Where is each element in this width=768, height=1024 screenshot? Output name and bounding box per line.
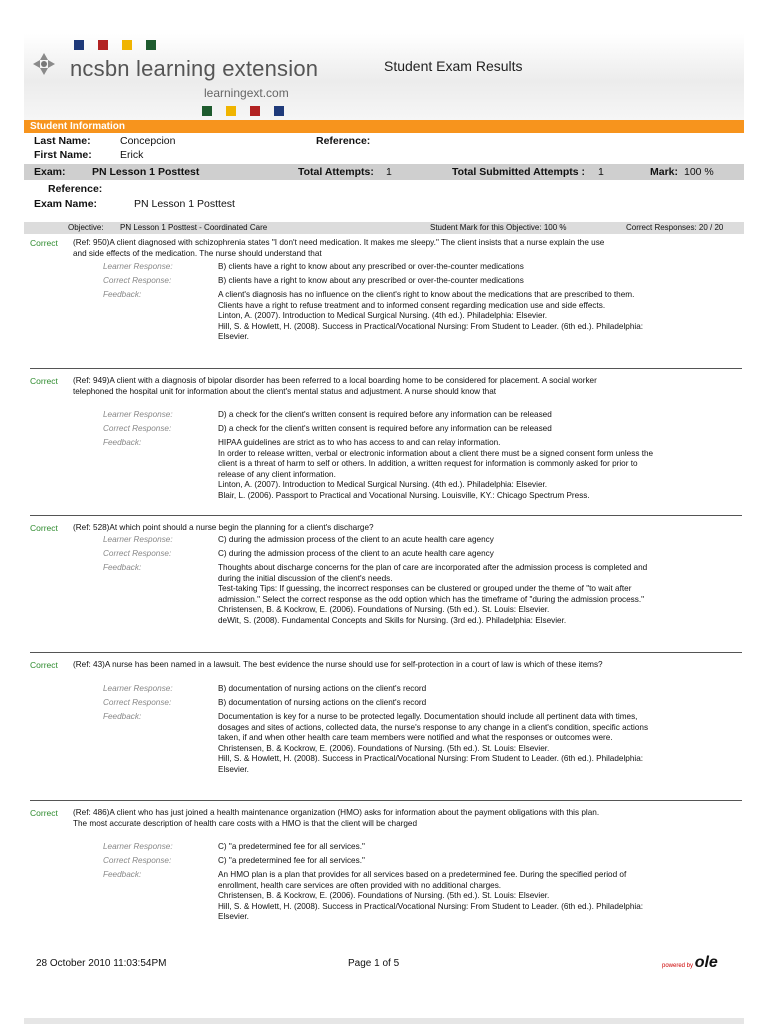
question-stem: (Ref: 486)A client who has just joined a health maintenance organization (HMO) asks for information about the payment obligations with this plan. The most accurate description of health care costs with a HMO is that the client will be charged	[73, 808, 600, 828]
question-stem: (Ref: 950)A client diagnosed with schizophrenia states "I don't need medication. It makes me sleepy." The client insists that a nurse explain the use and side effects of the medication. The nurse should understand that	[73, 238, 605, 258]
attempts-value: 1	[386, 166, 392, 178]
ncsbn-logo-icon	[30, 50, 58, 78]
feedback-text: Thoughts about discharge concerns for the plan of care are incorporated after the admission process is completed and during the initial discussion of the client's needs. Test-taking Tips: If guessing, the incorrect responses can be clustered or grouped under the theme of "to wait after admission." Select the correct response as the odd option which has the timeframe of "during the admission process." Christensen, B. & Kockrow, E. (2006). Foundations of Nursing. (5th ed.). St. Louis: Elsevier. deWit, S. (2008). Fundamental Concepts and Skills for Nursing. (3rd ed.). Philadelphia: Elsevier.	[218, 563, 648, 625]
logo-square-navy	[74, 40, 84, 50]
footer-timestamp: 28 October 2010 11:03:54PM	[36, 958, 167, 969]
learner-response-label: Learner Response:	[103, 262, 173, 271]
next-page-edge	[24, 1018, 744, 1024]
correct-response-label: Correct Response:	[103, 424, 172, 433]
status-badge: Correct	[30, 808, 58, 818]
objective-value: PN Lesson 1 Posttest - Coordinated Care	[120, 223, 268, 232]
first-name-label: First Name:	[34, 149, 92, 161]
feedback-text: A client's diagnosis has no influence on the client's right to know about the medications that are prescribed to them. Clients have a right to refuse treatment and to informed consent regarding medication use and side effects. Linton, A. (2007). Introduction to Medical Surgical Nursing. (4th ed.). Philadelphia: Elsevier. Hill, S. & Howlett, H. (2008). Success in Practical/Vocational Nursing: From Student to Leader. (6th ed.). Philadelphia: Elsevier.	[218, 290, 644, 341]
feedback-label: Feedback:	[103, 290, 142, 299]
question-item	[30, 808, 740, 938]
status-badge: Correct	[30, 376, 58, 386]
objective-label: Objective:	[68, 223, 104, 232]
logo-square-navy-2	[274, 106, 284, 116]
report-header	[24, 34, 744, 120]
correct-response-label: Correct Response:	[103, 276, 172, 285]
logo-square-yellow	[122, 40, 132, 50]
feedback-label: Feedback:	[103, 712, 142, 721]
mark-value: 100 %	[684, 166, 714, 178]
correct-response: C) "a predetermined fee for all services."	[218, 856, 365, 865]
question-stem: (Ref: 949)A client with a diagnosis of bipolar disorder has been referred to a local boarding home to be considered for placement. A social worker telephoned the hospital unit for information about the client's mental status and adjustment. A nurse should know that	[73, 376, 597, 396]
submitted-value: 1	[598, 166, 604, 178]
feedback-label: Feedback:	[103, 870, 142, 879]
last-name-label: Last Name:	[34, 135, 91, 147]
exam-name-label: Exam Name:	[34, 198, 98, 210]
reference-label: Reference:	[316, 135, 371, 147]
status-badge: Correct	[30, 238, 58, 248]
learner-response: B) documentation of nursing actions on the client's record	[218, 684, 427, 693]
question-stem: (Ref: 43)A nurse has been named in a lawsuit. The best evidence the nurse should use for self-protection in a court of law is which of these items?	[73, 660, 603, 669]
exam-label: Exam:	[34, 166, 66, 178]
first-name-value: Erick	[120, 149, 144, 161]
feedback-label: Feedback:	[103, 563, 142, 572]
learner-response-label: Learner Response:	[103, 842, 173, 851]
learner-response: C) during the admission process of the client to an acute health care agency	[218, 535, 494, 544]
learner-response: C) "a predetermined fee for all services."	[218, 842, 365, 851]
mark-label: Mark:	[650, 166, 679, 178]
powered-by-logo: powered by ole	[662, 954, 718, 971]
learner-response-label: Learner Response:	[103, 535, 173, 544]
status-badge: Correct	[30, 523, 58, 533]
exam-name-value: PN Lesson 1 Posttest	[134, 198, 235, 210]
correct-response-label: Correct Response:	[103, 698, 172, 707]
divider	[30, 800, 742, 801]
footer-page-number: Page 1 of 5	[348, 958, 400, 969]
attempts-label: Total Attempts:	[298, 166, 374, 178]
objective-student-mark: Student Mark for this Objective: 100 %	[430, 223, 567, 232]
correct-response: B) documentation of nursing actions on the client's record	[218, 698, 427, 707]
logo-square-red-2	[250, 106, 260, 116]
logo-square-green-2	[202, 106, 212, 116]
objective-correct-responses: Correct Responses: 20 / 20	[626, 223, 724, 232]
feedback-text: Documentation is key for a nurse to be protected legally. Documentation should include all pertinent data with times, dosages and sites of actions, collected data, the nurse's response to any change in a client's condition, specific actions taken, if and when other health care team members were notified and what the responses or outcomes were. Christensen, B. & Kockrow, E. (2006). Foundations of Nursing. (5th ed.). St. Louis: Elsevier. Hill, S. & Howlett, H. (2008). Success in Practical/Vocational Nursing: From Student to Leader. (6th ed.). Philadelphia: Elsevier.	[218, 712, 649, 774]
logo-square-red	[98, 40, 108, 50]
exam-reference-label: Reference:	[48, 183, 103, 195]
divider	[30, 368, 742, 369]
correct-response: D) a check for the client's written consent is required before any information can be released	[218, 424, 552, 433]
divider	[30, 652, 742, 653]
correct-response: B) clients have a right to know about any prescribed or over-the-counter medications	[218, 276, 524, 285]
exam-value: PN Lesson 1 Posttest	[92, 166, 200, 178]
feedback-text: HIPAA guidelines are strict as to who has access to and can relay information. In order to release written, verbal or electronic information about a client there must be a signed consent form unless the client is a threat of harm to self or others. In addition, a written request for information is commonly asked for prior to release of any client information. Linton, A. (2007). Introduction to Medical Surgical Nursing. (4th ed.). Philadelphia: Elsevier. Blair, L. (2006). Passport to Practical and Vocational Nursing. Louisville, KY.: Chicago Spectrum Press.	[218, 438, 654, 500]
page-title: Student Exam Results	[384, 58, 523, 74]
divider	[30, 515, 742, 516]
brand-url: learningext.com	[204, 86, 289, 100]
question-item	[30, 376, 740, 516]
status-badge: Correct	[30, 660, 58, 670]
question-item	[30, 660, 740, 800]
learner-response: B) clients have a right to know about any prescribed or over-the-counter medications	[218, 262, 524, 271]
feedback-text: An HMO plan is a plan that provides for all services based on a predetermined fee. During the specified period of enrollment, health care services are often provided with no additional charges. Christensen, B. & Kockrow, E. (2006). Foundations of Nursing. (5th ed.). St. Louis: Elsevier. Hill, S. & Howlett, H. (2008). Success in Practical/Vocational Nursing: From Student to Leader. (6th ed.). Philadelphia: Elsevier.	[218, 870, 644, 921]
feedback-label: Feedback:	[103, 438, 142, 447]
correct-response: C) during the admission process of the client to an acute health care agency	[218, 549, 494, 558]
question-item	[30, 238, 740, 368]
question-stem: (Ref: 528)At which point should a nurse begin the planning for a client's discharge?	[73, 523, 374, 532]
exam-summary-bar	[24, 164, 744, 180]
student-info-header: Student Information	[24, 120, 744, 133]
logo-square-yellow-2	[226, 106, 236, 116]
question-item	[30, 523, 740, 653]
submitted-label: Total Submitted Attempts :	[452, 166, 585, 178]
correct-response-label: Correct Response:	[103, 856, 172, 865]
logo-square-green	[146, 40, 156, 50]
last-name-value: Concepcion	[120, 135, 176, 147]
correct-response-label: Correct Response:	[103, 549, 172, 558]
learner-response-label: Learner Response:	[103, 684, 173, 693]
objective-bar	[24, 222, 744, 234]
learner-response: D) a check for the client's written consent is required before any information can be released	[218, 410, 552, 419]
brand-name: ncsbn learning extension	[70, 56, 319, 81]
learner-response-label: Learner Response:	[103, 410, 173, 419]
